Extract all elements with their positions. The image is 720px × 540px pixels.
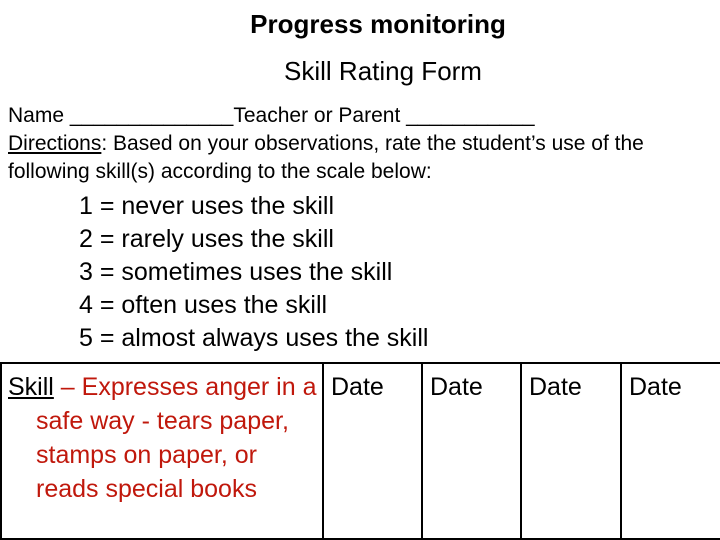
scale-item: 4 = often uses the skill — [79, 291, 328, 319]
date-header: Date — [529, 373, 582, 401]
scale-item: 3 = sometimes uses the skill — [79, 258, 393, 286]
directions-label: Directions — [8, 132, 102, 155]
skill-label: Skill — [8, 373, 54, 401]
date-cell-3[interactable] — [521, 363, 621, 539]
table-row — [1, 363, 720, 539]
skill-entry — [8, 370, 322, 506]
scale-item: 5 = almost always uses the skill — [79, 324, 429, 352]
directions-text: : Based on your observations, rate the student’s use of the following skill(s) according to the scale below: — [8, 132, 644, 183]
date-header: Date — [629, 373, 682, 401]
directions-paragraph — [8, 130, 716, 186]
form-subtitle: Skill Rating Form — [284, 56, 482, 86]
skill-cell — [1, 363, 323, 539]
date-cell-4[interactable] — [621, 363, 720, 539]
scale-item: 1 = never uses the skill — [79, 192, 334, 220]
date-header: Date — [430, 373, 483, 401]
rating-scale-list — [79, 190, 428, 355]
skill-rating-table — [0, 362, 720, 540]
name-teacher-line: Name ______________Teacher or Parent ___________ — [8, 104, 535, 127]
date-cell-1[interactable] — [323, 363, 422, 539]
scale-item: 2 = rarely uses the skill — [79, 225, 334, 253]
date-cell-2[interactable] — [422, 363, 521, 539]
skill-separator: – — [53, 373, 82, 401]
date-header: Date — [331, 373, 384, 401]
page-title: Progress monitoring — [250, 9, 506, 39]
skill-description: Expresses anger in a safe way - tears paper, stamps on paper, or reads special books — [36, 373, 317, 503]
